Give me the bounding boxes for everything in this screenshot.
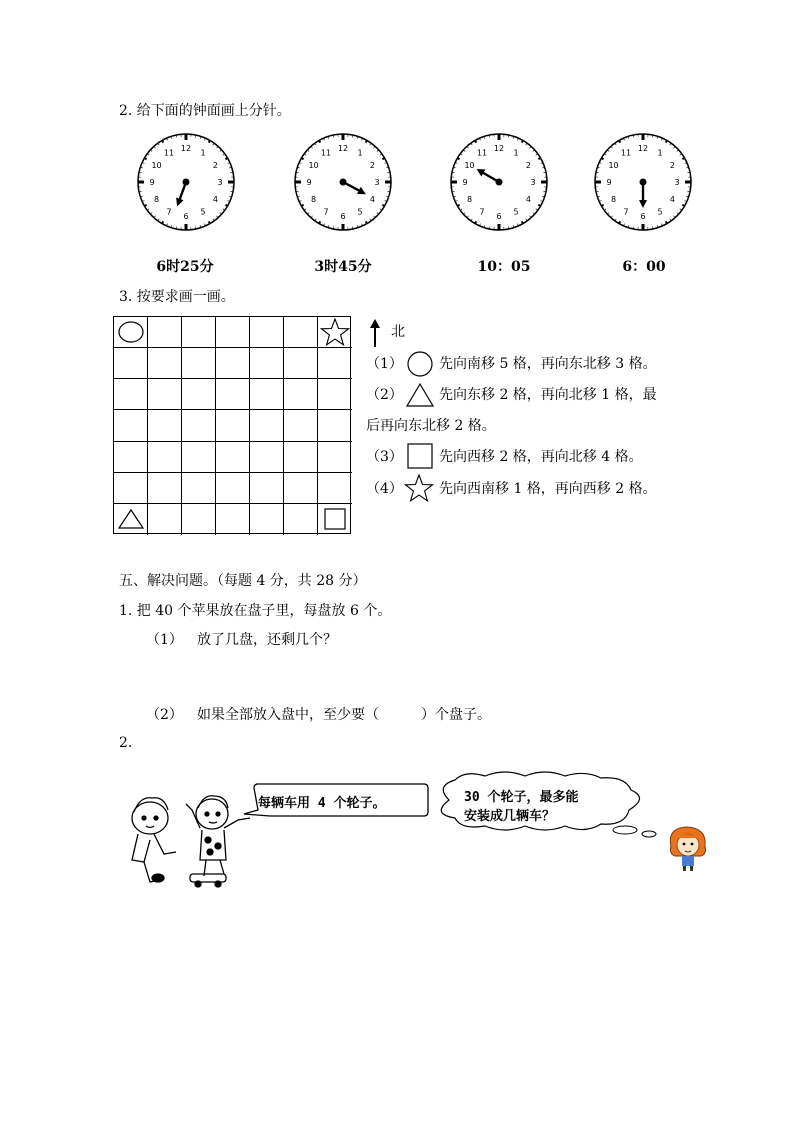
grid-cell xyxy=(216,504,250,535)
problem-1a-num: （1） xyxy=(146,632,183,648)
clock-number: 5 xyxy=(513,207,519,217)
clock-number: 11 xyxy=(320,148,332,158)
clock-number: 2 xyxy=(369,161,375,170)
grid-cell xyxy=(284,379,318,410)
grid-cell xyxy=(250,442,284,473)
clock-number: 9 xyxy=(606,178,612,187)
clock-number: 1 xyxy=(513,148,519,158)
north-arrow-icon xyxy=(368,318,382,348)
grid-cell xyxy=(318,379,352,410)
grid-cell xyxy=(114,442,148,473)
clock-tick xyxy=(666,221,667,223)
grid-cell xyxy=(182,379,216,410)
grid-cell xyxy=(318,348,352,379)
clock-number: 3 xyxy=(217,178,223,187)
clock-center xyxy=(340,179,347,186)
grid-cell xyxy=(284,504,318,535)
clock-number: 12 xyxy=(337,144,349,153)
clock-number: 5 xyxy=(200,207,206,217)
kids-with-cars-illustration xyxy=(120,790,260,890)
clock-tick xyxy=(144,158,146,159)
grid-square-icon xyxy=(323,507,347,531)
grid-star-icon xyxy=(320,318,350,346)
grid-cell xyxy=(114,317,148,348)
grid-cell xyxy=(216,410,250,441)
grid-cell xyxy=(318,317,352,348)
clock-number: 9 xyxy=(462,178,468,187)
star-icon xyxy=(404,474,434,502)
grid-cell xyxy=(250,317,284,348)
clock-tick xyxy=(666,140,667,142)
grid-cell xyxy=(148,379,182,410)
bubble-right-line1: 30 个轮子，最多能 xyxy=(464,790,579,805)
clock-number: 12 xyxy=(637,144,649,153)
grid-cell xyxy=(284,348,318,379)
clock-number: 8 xyxy=(311,195,317,204)
grid-cell xyxy=(216,348,250,379)
clock-tick xyxy=(382,158,384,159)
grid-cell xyxy=(148,473,182,504)
clock-number: 4 xyxy=(369,195,375,204)
clock-tick xyxy=(162,221,163,223)
grid-cell xyxy=(318,473,352,504)
grid-cell xyxy=(114,379,148,410)
problem-2: 2. xyxy=(119,735,133,751)
clock-tick xyxy=(225,205,227,206)
clock-caption-1: 6时25分 xyxy=(156,259,214,275)
clock-tick xyxy=(601,205,603,206)
clock-number: 2 xyxy=(525,161,531,170)
clock-number: 11 xyxy=(163,148,175,158)
clock-tick xyxy=(144,205,146,206)
clock-tick xyxy=(209,140,210,142)
clock-number: 4 xyxy=(525,195,531,204)
clock-number: 9 xyxy=(306,178,312,187)
clock-caption-4: 6：00 xyxy=(622,259,666,275)
grid-triangle-icon xyxy=(117,508,145,530)
clock-number: 3 xyxy=(374,178,380,187)
clock-number: 7 xyxy=(166,207,172,217)
clock-tick xyxy=(619,221,620,223)
clock-number: 8 xyxy=(154,195,160,204)
clock-number: 10 xyxy=(464,161,475,170)
clock-number: 3 xyxy=(530,178,536,187)
clock-number: 10 xyxy=(308,161,319,170)
direction-grid xyxy=(113,316,351,534)
clock-tick xyxy=(475,140,476,142)
problem-1: 1. 把 40 个苹果放在盘子里，每盘放 6 个。 xyxy=(119,603,392,619)
instruction-1-text: 先向南移 5 格，再向东北移 3 格。 xyxy=(439,356,657,372)
grid-cell xyxy=(182,410,216,441)
grid-cell xyxy=(216,379,250,410)
clock-number: 9 xyxy=(149,178,155,187)
clock-center xyxy=(183,179,190,186)
grid-cell xyxy=(318,410,352,441)
clock-3 xyxy=(447,130,551,234)
instruction-4-num: （4） xyxy=(366,481,403,497)
clock-tick xyxy=(301,205,303,206)
clock-tick xyxy=(225,158,227,159)
grid-cell xyxy=(318,442,352,473)
section5-title: 五、解决问题。（每题 4 分，共 28 分） xyxy=(119,573,367,589)
q2-title: 2. 给下面的钟面画上分针。 xyxy=(119,103,291,119)
instruction-2-text-cont: 后再向东北移 2 格。 xyxy=(366,418,496,434)
clock-number: 6 xyxy=(183,212,189,221)
grid-cell xyxy=(114,348,148,379)
grid-cell xyxy=(182,504,216,535)
grid-cell xyxy=(114,473,148,504)
grid-cell xyxy=(148,317,182,348)
clock-number: 5 xyxy=(657,207,663,217)
triangle-icon xyxy=(405,382,435,408)
grid-cell xyxy=(216,317,250,348)
clock-tick xyxy=(382,205,384,206)
clock-number: 7 xyxy=(323,207,329,217)
clock-tick xyxy=(601,158,603,159)
grid-cell xyxy=(284,473,318,504)
problem-1b: 如果全部放入盘中，至少要（ ）个盘子。 xyxy=(197,707,491,723)
clock-tick xyxy=(209,221,210,223)
clock-number: 3 xyxy=(674,178,680,187)
clock-tick xyxy=(319,221,320,223)
clock-number: 12 xyxy=(180,144,192,153)
grid-cell xyxy=(216,442,250,473)
clock-1 xyxy=(134,130,238,234)
clock-caption-2: 3时45分 xyxy=(314,259,372,275)
instruction-3-num: （3） xyxy=(366,449,403,465)
clock-number: 10 xyxy=(608,161,619,170)
instruction-2-text: 先向东移 2 格，再向北移 1 格，最 xyxy=(439,387,657,403)
clock-number: 1 xyxy=(657,148,663,158)
clock-tick xyxy=(457,158,459,159)
clock-number: 2 xyxy=(212,161,218,170)
grid-cell xyxy=(250,410,284,441)
clock-number: 12 xyxy=(493,144,505,153)
clock-number: 8 xyxy=(611,195,617,204)
instruction-2-num: （2） xyxy=(366,387,403,403)
clock-tick xyxy=(538,158,540,159)
grid-cell xyxy=(250,379,284,410)
grid-cell xyxy=(182,348,216,379)
clock-center xyxy=(496,179,503,186)
grid-cell xyxy=(182,473,216,504)
grid-cell xyxy=(250,473,284,504)
clock-tick xyxy=(319,140,320,142)
clock-tick xyxy=(522,221,523,223)
grid-cell xyxy=(148,504,182,535)
clock-number: 4 xyxy=(212,195,218,204)
circle-icon xyxy=(406,350,434,378)
grid-cell xyxy=(284,442,318,473)
q3-title: 3. 按要求画一画。 xyxy=(119,289,235,305)
clock-4 xyxy=(591,130,695,234)
grid-cell xyxy=(216,473,250,504)
clock-tick xyxy=(366,140,367,142)
grid-cell xyxy=(250,504,284,535)
clock-number: 6 xyxy=(496,212,502,221)
clock-number: 11 xyxy=(476,148,488,158)
grid-cell xyxy=(114,410,148,441)
clock-number: 6 xyxy=(340,212,346,221)
grid-cell xyxy=(284,317,318,348)
clock-number: 2 xyxy=(669,161,675,170)
clock-tick xyxy=(162,140,163,142)
clock-number: 1 xyxy=(200,148,206,158)
clock-number: 6 xyxy=(640,212,646,221)
clock-number: 11 xyxy=(620,148,632,158)
clock-number: 4 xyxy=(669,195,675,204)
north-label: 北 xyxy=(391,324,405,340)
clock-center xyxy=(640,179,647,186)
instruction-4-text: 先向西南移 1 格，再向西移 2 格。 xyxy=(439,481,657,497)
clock-2 xyxy=(291,130,395,234)
problem-1a: 放了几盘，还剩几个？ xyxy=(197,632,337,648)
grid-cell xyxy=(182,317,216,348)
clock-number: 7 xyxy=(623,207,629,217)
instruction-3-text: 先向西移 2 格，再向北移 4 格。 xyxy=(439,449,643,465)
square-icon xyxy=(407,443,433,469)
girl-illustration xyxy=(665,824,711,872)
clock-number: 10 xyxy=(151,161,162,170)
bubble-left-text: 每辆车用 4 个轮子。 xyxy=(258,796,386,811)
clock-tick xyxy=(475,221,476,223)
bubble-right-line2: 安装成几辆车？ xyxy=(464,809,556,824)
grid-cell xyxy=(250,348,284,379)
grid-cell xyxy=(148,410,182,441)
clock-tick xyxy=(682,158,684,159)
clock-tick xyxy=(366,221,367,223)
clock-tick xyxy=(457,205,459,206)
clock-tick xyxy=(538,205,540,206)
clock-tick xyxy=(682,205,684,206)
clock-tick xyxy=(619,140,620,142)
grid-cell xyxy=(148,442,182,473)
grid-cell xyxy=(284,410,318,441)
clock-number: 8 xyxy=(467,195,473,204)
grid-cell xyxy=(318,504,352,535)
grid-cell xyxy=(182,442,216,473)
clock-caption-3: 10：05 xyxy=(477,259,531,275)
clock-tick xyxy=(301,158,303,159)
problem-1b-num: （2） xyxy=(146,707,183,723)
instruction-1-num: （1） xyxy=(366,356,403,372)
grid-cell xyxy=(114,504,148,535)
grid-circle-icon xyxy=(117,320,145,344)
clock-tick xyxy=(522,140,523,142)
clock-number: 5 xyxy=(357,207,363,217)
clock-number: 7 xyxy=(479,207,485,217)
grid-cell xyxy=(148,348,182,379)
clock-number: 1 xyxy=(357,148,363,158)
